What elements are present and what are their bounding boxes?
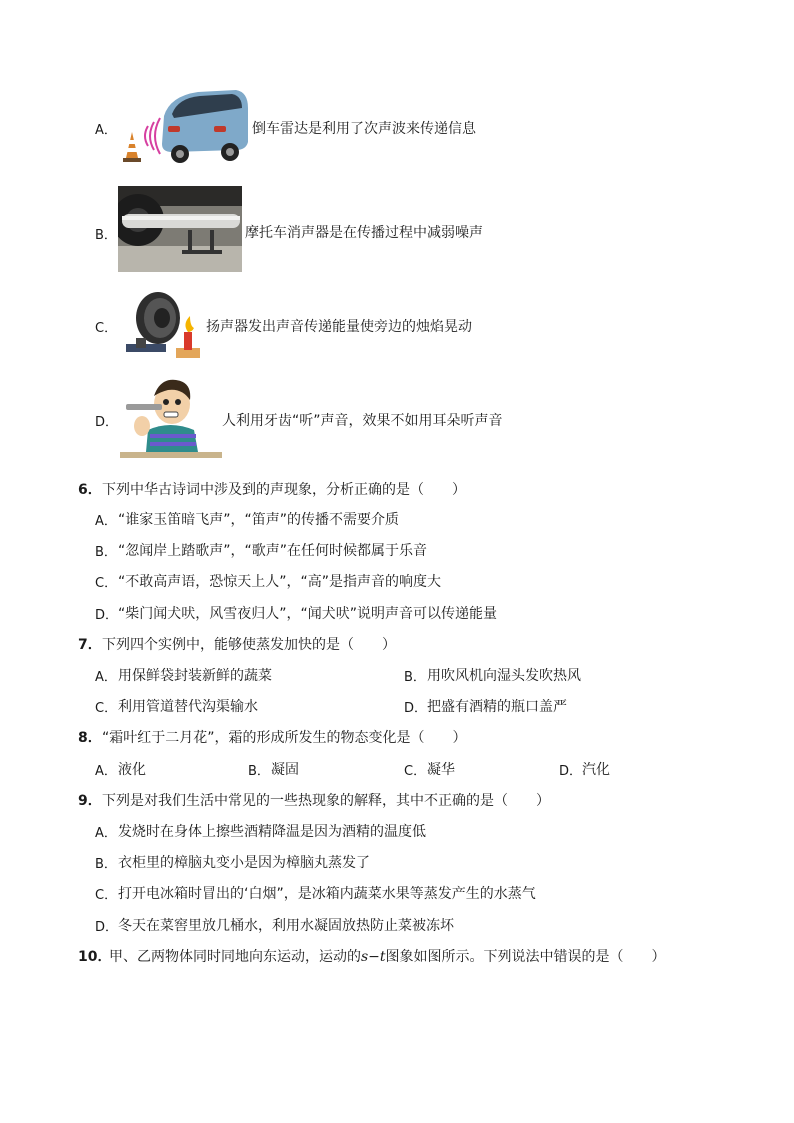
q6-stem: 下列中华古诗词中涉及到的声现象，分析正确的是（ ） [102,482,466,498]
q7-option-a-label: A． [95,670,117,685]
q6-option-b-label: B． [95,545,117,560]
q5-option-c-label: C． [95,321,118,336]
q7-option-b-text: 用吹风机向湿头发吹热风 [427,668,581,684]
q9-stem: 下列是对我们生活中常见的一些热现象的解释，其中不正确的是（ ） [102,793,550,809]
q5-option-b-text: 摩托车消声器是在传播过程中减弱噪声 [245,225,483,241]
q7-option-d-text: 把盛有酒精的瓶口盖严 [427,699,567,715]
q7-option-c-text: 利用管道替代沟渠输水 [118,699,258,715]
q8-option-a-text: 液化 [118,762,146,778]
q8-option-c-label: C． [404,764,427,779]
q5-option-a-text: 倒车雷达是利用了次声波来传递信息 [252,121,476,137]
q7-number: 7． [78,637,102,653]
q9-option-c-text: 打开电冰箱时冒出的‘白烟”，是冰箱内蔬菜水果等蒸发产生的水蒸气 [118,886,536,902]
muffler-icon [118,186,242,272]
q9-option-a-label: A． [95,826,117,841]
boy-icon [120,374,222,460]
q6-option-c-text: “不敢高声语，恐惊天上人”，“高”是指声音的响度大 [118,574,442,590]
car-icon [118,86,250,170]
q5-option-a-label: A． [95,123,117,138]
q5-option-c-text: 扬声器发出声音传递能量使旁边的烛焰晃动 [206,319,472,335]
boy-bone-conduction-image [120,374,222,460]
q9-option-b-text: 衣柜里的樟脑丸变小是因为樟脑丸蒸发了 [118,855,370,871]
q8-option-b-label: B． [248,764,270,779]
q7-option-a-text: 用保鲜袋封装新鲜的蔬菜 [118,668,272,684]
q9-option-d-label: D． [95,920,119,935]
motorcycle-muffler-image [118,186,242,272]
q8-option-d-label: D． [559,764,583,779]
q6-number: 6． [78,482,102,498]
q6-option-b-text: “忽闻岸上踏歌声”，“歌声”在任何时候都属于乐音 [118,543,428,559]
q5-option-d-label: D． [95,415,119,430]
q10-number: 10． [78,949,112,965]
q10-stem [109,946,666,966]
q7-option-d-label: D． [404,701,428,716]
q6-option-c-label: C． [95,576,118,591]
q7-option-b-label: B． [404,670,426,685]
q6-option-d-label: D． [95,608,119,623]
q8-number: 8． [78,730,102,746]
q10-stem-before: 甲、乙两物体同时同地向东运动，运动的 [109,949,361,965]
q10-st-symbol: s−t [361,949,386,965]
q8-option-b-text: 凝固 [271,762,299,778]
q9-option-c-label: C． [95,888,118,903]
q6-option-a-text: “谁家玉笛暗飞声”，“笛声”的传播不需要介质 [118,512,400,528]
q8-stem: “霜叶红于二月花”，霜的形成所发生的物态变化是（ ） [102,730,467,746]
q7-stem: 下列四个实例中，能够使蒸发加快的是（ ） [102,637,396,653]
q7-option-c-label: C． [95,701,118,716]
q5-option-b-label: B． [95,228,117,243]
q10-stem-after: 图象如图所示。下列说法中错误的是（ ） [385,949,666,965]
q9-option-a-text: 发烧时在身体上擦些酒精降温是因为酒精的温度低 [118,824,426,840]
q9-option-b-label: B． [95,857,117,872]
speaker-icon [124,288,204,360]
q8-option-c-text: 凝华 [427,762,455,778]
q6-option-d-text: “柴门闻犬吠，风雪夜归人”，“闻犬吠”说明声音可以传递能量 [118,606,498,622]
q8-option-a-label: A． [95,764,117,779]
car-reversing-radar-image [118,86,250,170]
q9-number: 9． [78,793,102,809]
q9-option-d-text: 冬天在菜窖里放几桶水，利用水凝固放热防止菜被冻坏 [118,918,454,934]
speaker-candle-image [124,288,204,360]
q8-option-d-text: 汽化 [582,762,610,778]
q6-option-a-label: A． [95,514,117,529]
q5-option-d-text: 人利用牙齿“听”声音，效果不如用耳朵听声音 [222,413,503,429]
